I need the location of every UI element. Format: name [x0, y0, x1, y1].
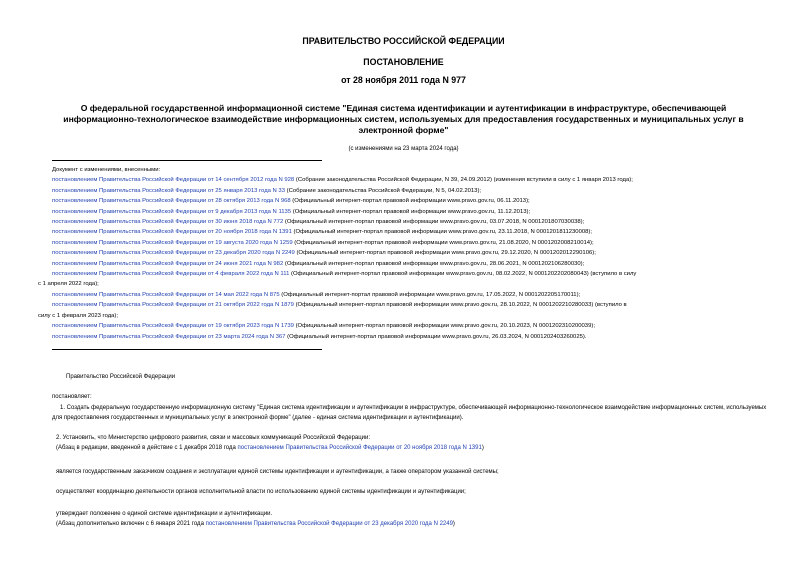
amendment-link[interactable]: постановлением Правительства Российской Федерации от 20 ноября 2018 года N 1391	[52, 229, 292, 236]
amendment-link[interactable]: постановлением Правительства Российской Федерации от 28 октября 2013 года N 968	[52, 198, 291, 205]
decree-word: постановляет:	[52, 394, 92, 400]
change-item: постановлением Правительства Российской Федерации от 23 декабря 2020 года N 2249 (Официальный интернет-портал правовой информации www.pravo.gov.ru, 29.12.2020, N 0001202012290106);	[52, 250, 596, 257]
changes-intro: Документ с изменениями, внесенными:	[52, 167, 161, 173]
divider	[52, 349, 322, 350]
change-item: постановлением Правительства Российской Федерации от 14 мая 2022 года N 875 (Официальный интернет-портал правовой информации www.pravo.gov.ru, 17.05.2022, N 0001202205170011);	[52, 291, 581, 298]
revision-note: (с изменениями на 23 марта 2024 года)	[348, 146, 459, 152]
amendment-link[interactable]: постановлением Правительства Российской Федерации от 9 декабря 2013 года N 1135	[52, 208, 292, 215]
amendment-link[interactable]: постановлением Правительства Российской Федерации от 21 октября 2022 года N 1879	[52, 302, 294, 309]
change-item: постановлением Правительства Российской Федерации от 21 октября 2022 года N 1879 (Официальный интернет-портал правовой информации www.pravo.gov.ru, 28.10.2022, N 0001202210280033) (вступило в	[52, 302, 627, 309]
change-item: постановлением Правительства Российской Федерации от 28 октября 2013 года N 968 (Официальный интернет-портал правовой информации www.pravo.gov.ru, 06.11.2013);	[52, 198, 530, 205]
change-item-continuation: силу с 1 февраля 2023 года);	[38, 312, 119, 319]
amendment-link[interactable]: постановлением Правительства Российской Федерации от 30 июня 2018 года N 772	[52, 219, 284, 226]
change-item: постановлением Правительства Российской Федерации от 14 сентября 2012 года N 928 (Собрание законодательства Российской Федерации, N 39, 24.09.2012) (изменения вступили в силу с 1 января 2013 года);	[52, 177, 633, 184]
paragraph-4: осуществляет координацию деятельности органов исполнительной власти по использованию единой системы идентификации и аутентификации;	[56, 489, 466, 495]
change-item: постановлением Правительства Российской Федерации от 19 октября 2023 года N 1739 (Официальный интернет-портал правовой информации www.pravo.gov.ru, 20.10.2023, N 0001202310200039);	[52, 323, 595, 330]
amendment-link[interactable]: постановлением Правительства Российской Федерации от 19 октября 2023 года N 1739	[52, 323, 294, 330]
change-item: постановлением Правительства Российской Федерации от 25 января 2013 года N 33 (Собрание законодательства Российской Федерации, N 5, 04.02.2013);	[52, 187, 482, 194]
paragraph-5-note: (Абзац дополнительно включен с 6 января 2021 года постановлением Правительства Российской Федерации от 23 декабря 2020 года N 2249)	[56, 520, 455, 527]
amendment-link[interactable]: постановлением Правительства Российской Федерации от 24 июня 2021 года N 982	[52, 260, 284, 267]
change-item-continuation: с 1 апреля 2022 года);	[38, 281, 99, 288]
amendment-link[interactable]: постановлением Правительства Российской Федерации от 14 мая 2022 года N 875	[52, 291, 280, 298]
amendment-link[interactable]: постановлением Правительства Российской Федерации от 19 августа 2020 года N 1259	[52, 239, 293, 246]
paragraph-5-text: утверждает положение о единой системе идентификации и аутентификации.	[56, 511, 273, 517]
amendment-link[interactable]: постановлением Правительства Российской Федерации от 4 февраля 2022 года N 111	[52, 271, 290, 278]
change-item: постановлением Правительства Российской Федерации от 19 августа 2020 года N 1259 (Официальный интернет-портал правовой информации www.pravo.gov.ru, 21.08.2020, N 0001202008210014);	[52, 239, 594, 246]
document-title	[0, 103, 807, 135]
amendment-link[interactable]: постановлением Правительства Российской Федерации от 23 декабря 2020 года N 2249	[52, 250, 295, 257]
change-item: постановлением Правительства Российской Федерации от 24 июня 2021 года N 982 (Официальный интернет-портал правовой информации www.pravo.gov.ru, 28.06.2021, N 0001202106280030);	[52, 260, 585, 267]
change-item: постановлением Правительства Российской Федерации от 23 марта 2024 года N 367 (Официальный интернет-портал правовой информации www.pravo.gov.ru, 26.03.2024, N 0001202403260025).	[52, 333, 587, 340]
government-heading: ПРАВИТЕЛЬСТВО РОССИЙСКОЙ ФЕДЕРАЦИИ	[302, 36, 505, 46]
change-item: постановлением Правительства Российской Федерации от 9 декабря 2013 года N 1135 (Официальный интернет-портал правовой информации www.pravo.gov.ru, 11.12.2013);	[52, 208, 531, 215]
amendment-link[interactable]: постановлением Правительства Российской Федерации от 20 ноября 2018 года N 1391	[237, 444, 482, 451]
changes-list	[38, 165, 772, 342]
paragraph-5	[56, 510, 776, 529]
document-type-heading: ПОСТАНОВЛЕНИЕ	[363, 57, 444, 67]
document-title-line: информационно-технологическое взаимодействие информационных систем, используемых для предоставления государственных и муниципальных услуг в	[63, 113, 744, 124]
document-title-line: электронной форме"	[358, 124, 449, 135]
change-item: постановлением Правительства Российской Федерации от 20 ноября 2018 года N 1391 (Официальный интернет-портал правовой информации www.pravo.gov.ru, 23.11.2018, N 0001201811230008);	[52, 229, 592, 236]
change-item: постановлением Правительства Российской Федерации от 30 июня 2018 года N 772 (Официальный интернет-портал правовой информации www.pravo.gov.ru, 03.07.2018, N 0001201807030038);	[52, 219, 585, 226]
paragraph-1: 1. Создать федеральную государственную информационную систему "Единая система идентификации и аутентификации в инфраструктуре, обеспечивающей информационно-технологическое взаимодействие информационных систем, используемых для предоставления государственных и муниципальных услуг в электронной форме" (далее - единая система идентификации и аутентификации).	[52, 405, 767, 421]
paragraph-2	[56, 434, 776, 453]
paragraph-2-note: (Абзац в редакции, введенной в действие с 1 декабря 2018 года постановлением Правительства Российской Федерации от 20 ноября 2018 года N 1391)	[56, 444, 484, 451]
document-date-number: от 28 ноября 2011 года N 977	[341, 75, 466, 85]
document-title-line: О федеральной государственной информационной системе "Единая система идентификации и аутентификации в инфраструктуре, обеспечивающей	[80, 103, 727, 113]
issuer-line: Правительство Российской Федерации	[66, 374, 176, 380]
amendment-link[interactable]: постановлением Правительства Российской Федерации от 23 марта 2024 года N 367	[52, 333, 286, 340]
change-item: постановлением Правительства Российской Федерации от 4 февраля 2022 года N 111 (Официальный интернет-портал правовой информации www.pravo.gov.ru, 08.02.2022, N 0001202202080043) (вступило в силу	[52, 271, 637, 278]
paragraph-3: является государственным заказчиком создания и эксплуатации единой системы идентификации и аутентификации, а также оператором указанной системы;	[56, 469, 499, 475]
amendment-link[interactable]: постановлением Правительства Российской Федерации от 23 декабря 2020 года N 2249	[205, 520, 453, 527]
paragraph-2-text: 2. Установить, что Министерство цифрового развития, связи и массовых коммуникаций Российской Федерации:	[56, 435, 371, 441]
divider	[52, 160, 322, 161]
amendment-link[interactable]: постановлением Правительства Российской Федерации от 14 сентября 2012 года N 928	[52, 177, 295, 184]
amendment-link[interactable]: постановлением Правительства Российской Федерации от 25 января 2013 года N 33	[52, 187, 285, 194]
